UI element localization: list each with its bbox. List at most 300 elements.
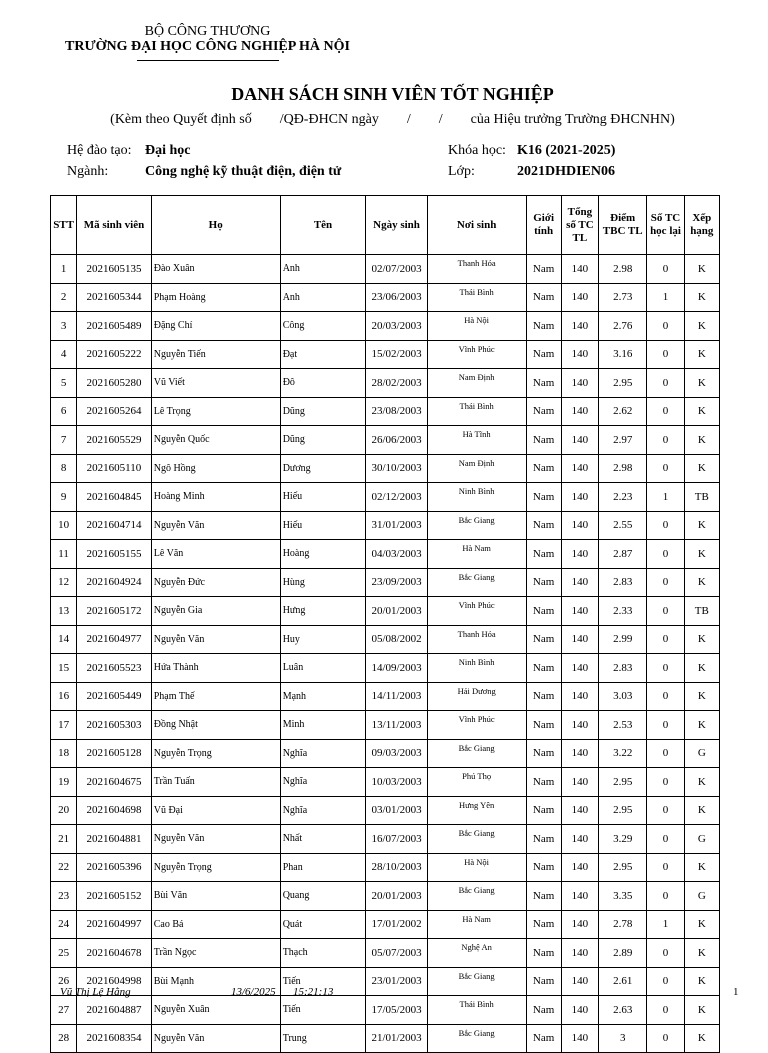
table-row	[51, 540, 720, 569]
gender-cell: Nam	[526, 625, 561, 654]
student-id-cell: 2021608354	[77, 1024, 152, 1053]
total-credits-cell: 140	[561, 796, 598, 825]
gpa-cell: 2.83	[599, 654, 647, 683]
rank-cell: K	[684, 426, 719, 455]
last-name-cell: Ngô Hồng	[151, 454, 280, 483]
header-underline	[137, 60, 279, 61]
student-id-cell: 2021605303	[77, 711, 152, 740]
last-name-cell: Nguyễn Gia	[151, 597, 280, 626]
retake-credits-cell: 0	[647, 340, 684, 369]
last-name-cell: Hứa Thành	[151, 654, 280, 683]
table-row	[51, 511, 720, 540]
retake-credits-cell: 0	[647, 426, 684, 455]
stt-cell: 25	[51, 939, 77, 968]
gpa-cell: 2.33	[599, 597, 647, 626]
retake-credits-cell: 0	[647, 540, 684, 569]
rank-cell: G	[684, 825, 719, 854]
total-credits-cell: 140	[561, 597, 598, 626]
rank-cell: K	[684, 568, 719, 597]
gpa-cell: 2.63	[599, 996, 647, 1025]
last-name-cell: Lê Trọng	[151, 397, 280, 426]
first-name-cell: Nhất	[280, 825, 366, 854]
last-name-cell: Đặng Chí	[151, 312, 280, 341]
last-name-cell: Nguyễn Văn	[151, 1024, 280, 1053]
gender-cell: Nam	[526, 939, 561, 968]
birth-date-cell: 17/01/2002	[366, 910, 427, 939]
retake-credits-cell: 0	[647, 682, 684, 711]
birth-place-cell: Vĩnh Phúc	[427, 711, 526, 740]
birth-date-cell: 03/01/2003	[366, 796, 427, 825]
student-id-cell: 2021604997	[77, 910, 152, 939]
nganh-label: Ngành:	[67, 164, 109, 179]
student-id-cell: 2021605222	[77, 340, 152, 369]
gender-cell: Nam	[526, 967, 561, 996]
retake-credits-cell: 1	[647, 910, 684, 939]
gpa-cell: 2.95	[599, 796, 647, 825]
retake-credits-cell: 0	[647, 312, 684, 341]
birth-date-cell: 05/08/2002	[366, 625, 427, 654]
gpa-cell: 2.78	[599, 910, 647, 939]
student-id-cell: 2021604698	[77, 796, 152, 825]
stt-cell: 18	[51, 739, 77, 768]
gender-cell: Nam	[526, 283, 561, 312]
gender-cell: Nam	[526, 682, 561, 711]
retake-credits-cell: 0	[647, 1024, 684, 1053]
total-credits-cell: 140	[561, 397, 598, 426]
student-id-cell: 2021604675	[77, 768, 152, 797]
table-header-row	[51, 196, 720, 255]
retake-credits-cell: 0	[647, 739, 684, 768]
total-credits-cell: 140	[561, 853, 598, 882]
table-row	[51, 853, 720, 882]
birth-date-cell: 20/03/2003	[366, 312, 427, 341]
table-row	[51, 739, 720, 768]
he-dao-tao-value: Đại học	[145, 143, 191, 158]
gpa-cell: 2.55	[599, 511, 647, 540]
first-name-cell: Tiến	[280, 996, 366, 1025]
table-row	[51, 568, 720, 597]
stt-cell: 23	[51, 882, 77, 911]
student-id-cell: 2021604887	[77, 996, 152, 1025]
birth-date-cell: 02/07/2003	[366, 255, 427, 284]
retake-credits-cell: 0	[647, 568, 684, 597]
student-id-cell: 2021605172	[77, 597, 152, 626]
retake-credits-cell: 0	[647, 625, 684, 654]
last-name-cell: Nguyễn Đức	[151, 568, 280, 597]
birth-date-cell: 30/10/2003	[366, 454, 427, 483]
birth-place-cell: Thanh Hóa	[427, 625, 526, 654]
stt-cell: 15	[51, 654, 77, 683]
gpa-cell: 2.53	[599, 711, 647, 740]
nganh-value: Công nghệ kỹ thuật điện, điện tử	[145, 164, 342, 179]
stt-cell: 16	[51, 682, 77, 711]
school-name: TRƯỜNG ĐẠI HỌC CÔNG NGHIỆP HÀ NỘI	[65, 39, 350, 54]
birth-date-cell: 10/03/2003	[366, 768, 427, 797]
stt-cell: 6	[51, 397, 77, 426]
first-name-cell: Nghĩa	[280, 739, 366, 768]
total-credits-cell: 140	[561, 483, 598, 512]
birth-date-cell: 17/05/2003	[366, 996, 427, 1025]
rank-cell: K	[684, 1024, 719, 1053]
last-name-cell: Trần Tuấn	[151, 768, 280, 797]
stt-cell: 2	[51, 283, 77, 312]
retake-credits-cell: 0	[647, 796, 684, 825]
gender-cell: Nam	[526, 312, 561, 341]
table-row	[51, 625, 720, 654]
birth-date-cell: 16/07/2003	[366, 825, 427, 854]
rank-cell: K	[684, 939, 719, 968]
total-credits-cell: 140	[561, 882, 598, 911]
student-id-cell: 2021604998	[77, 967, 152, 996]
total-credits-cell: 140	[561, 283, 598, 312]
footer-date: 13/6/2025	[231, 986, 276, 998]
student-id-cell: 2021604881	[77, 825, 152, 854]
retake-credits-cell: 1	[647, 483, 684, 512]
student-id-cell: 2021604924	[77, 568, 152, 597]
birth-date-cell: 05/07/2003	[366, 939, 427, 968]
retake-credits-cell: 0	[647, 939, 684, 968]
khoa-hoc-value: K16 (2021-2025)	[517, 143, 616, 158]
rank-cell: G	[684, 739, 719, 768]
last-name-cell: Nguyễn Văn	[151, 625, 280, 654]
table-row	[51, 996, 720, 1025]
student-id-cell: 2021605128	[77, 739, 152, 768]
gender-cell: Nam	[526, 483, 561, 512]
last-name-cell: Hoàng Minh	[151, 483, 280, 512]
student-id-cell: 2021604845	[77, 483, 152, 512]
rank-cell: K	[684, 255, 719, 284]
total-credits-cell: 140	[561, 654, 598, 683]
birth-place-cell: Thái Bình	[427, 283, 526, 312]
table-row	[51, 1024, 720, 1053]
gender-cell: Nam	[526, 739, 561, 768]
gender-cell: Nam	[526, 426, 561, 455]
rank-cell: K	[684, 369, 719, 398]
student-id-cell: 2021605489	[77, 312, 152, 341]
table-row	[51, 397, 720, 426]
total-credits-cell: 140	[561, 625, 598, 654]
first-name-cell: Anh	[280, 255, 366, 284]
rank-cell: K	[684, 654, 719, 683]
retake-credits-cell: 0	[647, 255, 684, 284]
stt-cell: 24	[51, 910, 77, 939]
first-name-cell: Huy	[280, 625, 366, 654]
stt-cell: 27	[51, 996, 77, 1025]
first-name-cell: Hiếu	[280, 511, 366, 540]
gender-cell: Nam	[526, 825, 561, 854]
gender-cell: Nam	[526, 882, 561, 911]
birth-date-cell: 23/09/2003	[366, 568, 427, 597]
gpa-cell: 2.62	[599, 397, 647, 426]
table-row	[51, 369, 720, 398]
birth-place-cell: Bắc Giang	[427, 825, 526, 854]
stt-cell: 21	[51, 825, 77, 854]
birth-place-cell: Ninh Bình	[427, 654, 526, 683]
gpa-cell: 2.97	[599, 426, 647, 455]
retake-credits-cell: 0	[647, 369, 684, 398]
birth-place-cell: Bắc Giang	[427, 882, 526, 911]
first-name-cell: Mạnh	[280, 682, 366, 711]
student-id-cell: 2021605529	[77, 426, 152, 455]
gpa-cell: 2.76	[599, 312, 647, 341]
student-id-cell: 2021604977	[77, 625, 152, 654]
col-header-gpa: Điểm TBC TL	[599, 196, 647, 255]
total-credits-cell: 140	[561, 825, 598, 854]
birth-date-cell: 02/12/2003	[366, 483, 427, 512]
rank-cell: K	[684, 768, 719, 797]
rank-cell: K	[684, 682, 719, 711]
retake-credits-cell: 0	[647, 711, 684, 740]
birth-place-cell: Thái Bình	[427, 397, 526, 426]
gender-cell: Nam	[526, 340, 561, 369]
total-credits-cell: 140	[561, 511, 598, 540]
birth-date-cell: 14/11/2003	[366, 682, 427, 711]
footer-time: 15:21:13	[293, 986, 334, 998]
retake-credits-cell: 0	[647, 996, 684, 1025]
table-row	[51, 283, 720, 312]
birth-date-cell: 14/09/2003	[366, 654, 427, 683]
birth-place-cell: Nghệ An	[427, 939, 526, 968]
birth-place-cell: Nam Định	[427, 454, 526, 483]
table-row	[51, 597, 720, 626]
total-credits-cell: 140	[561, 340, 598, 369]
stt-cell: 1	[51, 255, 77, 284]
first-name-cell: Dương	[280, 454, 366, 483]
gpa-cell: 3.03	[599, 682, 647, 711]
first-name-cell: Thạch	[280, 939, 366, 968]
last-name-cell: Phạm Hoàng	[151, 283, 280, 312]
rank-cell: K	[684, 454, 719, 483]
birth-date-cell: 15/02/2003	[366, 340, 427, 369]
stt-cell: 5	[51, 369, 77, 398]
stt-cell: 17	[51, 711, 77, 740]
first-name-cell: Hiếu	[280, 483, 366, 512]
table-row	[51, 882, 720, 911]
student-id-cell: 2021605264	[77, 397, 152, 426]
birth-date-cell: 26/06/2003	[366, 426, 427, 455]
table-row	[51, 768, 720, 797]
birth-place-cell: Thái Bình	[427, 996, 526, 1025]
birth-place-cell: Thanh Hóa	[427, 255, 526, 284]
stt-cell: 4	[51, 340, 77, 369]
birth-place-cell: Bắc Giang	[427, 739, 526, 768]
student-id-cell: 2021604714	[77, 511, 152, 540]
gpa-cell: 3	[599, 1024, 647, 1053]
retake-credits-cell: 0	[647, 654, 684, 683]
last-name-cell: Vũ Đại	[151, 796, 280, 825]
first-name-cell: Tiến	[280, 967, 366, 996]
birth-place-cell: Vĩnh Phúc	[427, 597, 526, 626]
rank-cell: K	[684, 511, 719, 540]
lop-label: Lớp:	[448, 164, 475, 179]
table-row	[51, 910, 720, 939]
table-row	[51, 426, 720, 455]
gender-cell: Nam	[526, 454, 561, 483]
birth-place-cell: Nam Định	[427, 369, 526, 398]
gpa-cell: 3.22	[599, 739, 647, 768]
table-row	[51, 312, 720, 341]
birth-place-cell: Hà Nam	[427, 540, 526, 569]
last-name-cell: Nguyễn Văn	[151, 825, 280, 854]
student-id-cell: 2021605152	[77, 882, 152, 911]
gender-cell: Nam	[526, 853, 561, 882]
student-id-cell: 2021605280	[77, 369, 152, 398]
last-name-cell: Bùi Mạnh	[151, 967, 280, 996]
stt-cell: 7	[51, 426, 77, 455]
first-name-cell: Nghĩa	[280, 796, 366, 825]
rank-cell: K	[684, 283, 719, 312]
student-id-cell: 2021605396	[77, 853, 152, 882]
table-row	[51, 825, 720, 854]
birth-date-cell: 21/01/2003	[366, 1024, 427, 1053]
birth-date-cell: 23/08/2003	[366, 397, 427, 426]
rank-cell: K	[684, 625, 719, 654]
student-id-cell: 2021605449	[77, 682, 152, 711]
gender-cell: Nam	[526, 568, 561, 597]
first-name-cell: Quát	[280, 910, 366, 939]
first-name-cell: Trung	[280, 1024, 366, 1053]
total-credits-cell: 140	[561, 1024, 598, 1053]
rank-cell: K	[684, 853, 719, 882]
rank-cell: K	[684, 910, 719, 939]
gender-cell: Nam	[526, 1024, 561, 1053]
stt-cell: 26	[51, 967, 77, 996]
col-header-total-credits: Tổng số TC TL	[561, 196, 598, 255]
gpa-cell: 2.87	[599, 540, 647, 569]
table-row	[51, 939, 720, 968]
last-name-cell: Trần Ngọc	[151, 939, 280, 968]
table-row	[51, 711, 720, 740]
birth-date-cell: 31/01/2003	[366, 511, 427, 540]
col-header-last-name: Họ	[151, 196, 280, 255]
stt-cell: 20	[51, 796, 77, 825]
stt-cell: 3	[51, 312, 77, 341]
gender-cell: Nam	[526, 654, 561, 683]
first-name-cell: Đô	[280, 369, 366, 398]
rank-cell: K	[684, 996, 719, 1025]
rank-cell: TB	[684, 483, 719, 512]
table-row	[51, 654, 720, 683]
footer-author: Vũ Thị Lệ Hằng	[60, 986, 131, 998]
first-name-cell: Hùng	[280, 568, 366, 597]
student-id-cell: 2021605344	[77, 283, 152, 312]
birth-place-cell: Ninh Bình	[427, 483, 526, 512]
stt-cell: 8	[51, 454, 77, 483]
birth-date-cell: 28/02/2003	[366, 369, 427, 398]
page-number: 1	[733, 986, 739, 998]
birth-date-cell: 13/11/2003	[366, 711, 427, 740]
retake-credits-cell: 0	[647, 882, 684, 911]
stt-cell: 11	[51, 540, 77, 569]
retake-credits-cell: 0	[647, 597, 684, 626]
rank-cell: K	[684, 711, 719, 740]
retake-credits-cell: 0	[647, 825, 684, 854]
first-name-cell: Quang	[280, 882, 366, 911]
retake-credits-cell: 0	[647, 454, 684, 483]
student-id-cell: 2021605155	[77, 540, 152, 569]
rank-cell: K	[684, 340, 719, 369]
gender-cell: Nam	[526, 597, 561, 626]
col-header-student-id: Mã sinh viên	[77, 196, 152, 255]
birth-place-cell: Hải Dương	[427, 682, 526, 711]
birth-date-cell: 04/03/2003	[366, 540, 427, 569]
birth-date-cell: 20/01/2003	[366, 882, 427, 911]
table-row	[51, 340, 720, 369]
col-header-gender: Giới tính	[526, 196, 561, 255]
gender-cell: Nam	[526, 540, 561, 569]
last-name-cell: Nguyễn Trọng	[151, 739, 280, 768]
gender-cell: Nam	[526, 996, 561, 1025]
last-name-cell: Đồng Nhật	[151, 711, 280, 740]
document-subtitle: (Kèm theo Quyết định số /QĐ-ĐHCN ngày / / của Hiệu trưởng Trường ĐHCNHN)	[110, 112, 675, 127]
stt-cell: 10	[51, 511, 77, 540]
table-row	[51, 483, 720, 512]
birth-place-cell: Bắc Giang	[427, 1024, 526, 1053]
gender-cell: Nam	[526, 369, 561, 398]
gender-cell: Nam	[526, 511, 561, 540]
gender-cell: Nam	[526, 768, 561, 797]
total-credits-cell: 140	[561, 255, 598, 284]
last-name-cell: Nguyễn Trọng	[151, 853, 280, 882]
retake-credits-cell: 0	[647, 967, 684, 996]
stt-cell: 19	[51, 768, 77, 797]
gender-cell: Nam	[526, 711, 561, 740]
rank-cell: K	[684, 397, 719, 426]
last-name-cell: Lê Văn	[151, 540, 280, 569]
table-row	[51, 255, 720, 284]
gpa-cell: 2.73	[599, 283, 647, 312]
gpa-cell: 3.16	[599, 340, 647, 369]
total-credits-cell: 140	[561, 454, 598, 483]
first-name-cell: Dũng	[280, 397, 366, 426]
retake-credits-cell: 0	[647, 397, 684, 426]
gender-cell: Nam	[526, 796, 561, 825]
ministry-name: BỘ CÔNG THƯƠNG	[144, 24, 271, 39]
total-credits-cell: 140	[561, 768, 598, 797]
gpa-cell: 2.61	[599, 967, 647, 996]
birth-date-cell: 23/06/2003	[366, 283, 427, 312]
total-credits-cell: 140	[561, 739, 598, 768]
graduate-table	[50, 195, 720, 1053]
last-name-cell: Vũ Viết	[151, 369, 280, 398]
first-name-cell: Công	[280, 312, 366, 341]
gpa-cell: 2.95	[599, 369, 647, 398]
student-id-cell: 2021605135	[77, 255, 152, 284]
first-name-cell: Hoàng	[280, 540, 366, 569]
gpa-cell: 2.23	[599, 483, 647, 512]
gpa-cell: 3.35	[599, 882, 647, 911]
first-name-cell: Đạt	[280, 340, 366, 369]
retake-credits-cell: 0	[647, 511, 684, 540]
total-credits-cell: 140	[561, 682, 598, 711]
birth-date-cell: 28/10/2003	[366, 853, 427, 882]
first-name-cell: Minh	[280, 711, 366, 740]
rank-cell: K	[684, 312, 719, 341]
rank-cell: K	[684, 540, 719, 569]
first-name-cell: Luân	[280, 654, 366, 683]
total-credits-cell: 140	[561, 910, 598, 939]
birth-place-cell: Hưng Yên	[427, 796, 526, 825]
table-row	[51, 682, 720, 711]
first-name-cell: Anh	[280, 283, 366, 312]
birth-place-cell: Bắc Giang	[427, 967, 526, 996]
table-row	[51, 967, 720, 996]
table-row	[51, 454, 720, 483]
rank-cell: G	[684, 882, 719, 911]
stt-cell: 12	[51, 568, 77, 597]
document-title: DANH SÁCH SINH VIÊN TỐT NGHIỆP	[231, 84, 554, 104]
birth-date-cell: 09/03/2003	[366, 739, 427, 768]
